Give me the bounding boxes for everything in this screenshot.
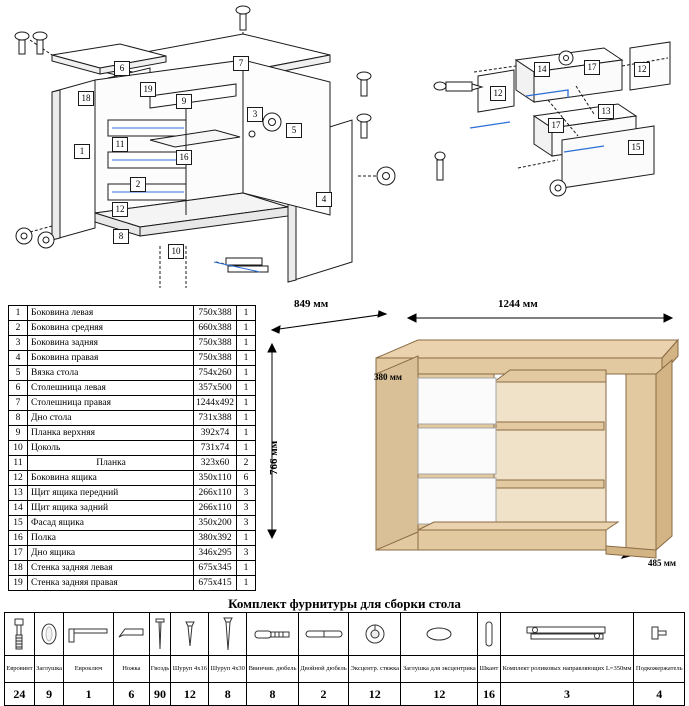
exploded-label-3: 3 <box>247 107 263 122</box>
table-row <box>9 501 256 516</box>
part-no: 10 <box>9 441 28 456</box>
part-size: 266х110 <box>194 486 237 501</box>
kit-name-12: Комплект роликовых направляющих L=350мм <box>500 656 634 683</box>
part-qty: 1 <box>237 321 256 336</box>
part-size: 380x392 <box>194 531 237 546</box>
kit-qty-row <box>5 683 685 706</box>
part-qty: 1 <box>237 576 256 591</box>
kit-cell-dowel-screw <box>247 613 299 656</box>
kit-qty-0: 24 <box>5 683 35 706</box>
dimension-height: 766 мм <box>268 440 280 475</box>
table-row <box>9 441 256 456</box>
kit-qty-3: 6 <box>114 683 150 706</box>
part-name: Щит ящика задний <box>28 501 194 516</box>
kit-cell-shelf-support <box>634 613 685 656</box>
parts-table <box>8 305 256 591</box>
exploded-label-9: 9 <box>176 94 192 109</box>
double-dowel-icon <box>304 625 344 643</box>
part-name: Боковина левая <box>28 306 194 321</box>
part-qty: 1 <box>237 561 256 576</box>
screw-4x30-icon <box>222 616 234 652</box>
part-no: 11 <box>9 456 28 471</box>
dimension-depth-inner: 380 мм <box>374 372 403 382</box>
kit-name-1: Заглушка <box>34 656 63 683</box>
part-qty: 3 <box>237 546 256 561</box>
part-size: 357x500 <box>194 381 237 396</box>
kit-name-8: Двойной дюбель <box>298 656 348 683</box>
exploded-left-svg <box>0 0 420 295</box>
part-size: 731x74 <box>194 441 237 456</box>
desk-drawing <box>258 300 686 590</box>
kit-name-6: Шуруп 4х30 <box>209 656 247 683</box>
part-qty: 1 <box>237 411 256 426</box>
kit-name-9: Эксцентр. стяжка <box>349 656 401 683</box>
part-name: Стенка задняя правая <box>28 576 194 591</box>
exploded-label-17-top: 17 <box>584 60 600 75</box>
euro-key-icon <box>66 623 112 645</box>
hardware-kit-table <box>4 612 685 706</box>
table-row <box>9 426 256 441</box>
leg-icon <box>115 623 147 645</box>
table-row <box>9 351 256 366</box>
part-name: Боковина средняя <box>28 321 194 336</box>
exploded-label-15: 15 <box>628 140 644 155</box>
exploded-label-12b: 12 <box>490 86 506 101</box>
part-no: 16 <box>9 531 28 546</box>
table-row <box>9 366 256 381</box>
part-name: Фасад ящика <box>28 516 194 531</box>
part-name: Цоколь <box>28 441 194 456</box>
part-qty: 1 <box>237 441 256 456</box>
part-name: Щит ящика передний <box>28 486 194 501</box>
dimension-depth-front: 485 мм <box>648 558 677 568</box>
kit-cell-euro-screw <box>5 613 35 656</box>
part-size: 750x388 <box>194 306 237 321</box>
part-no: 8 <box>9 411 28 426</box>
part-name: Боковина задняя <box>28 336 194 351</box>
kit-cell-cam-lock <box>349 613 401 656</box>
part-qty: 1 <box>237 426 256 441</box>
nail-icon <box>155 617 165 651</box>
table-row <box>9 411 256 426</box>
kit-qty-9: 12 <box>349 683 401 706</box>
kit-name-13: Подкожержатель <box>634 656 685 683</box>
part-size: 675x415 <box>194 576 237 591</box>
kit-name-5: Шуруп 4х16 <box>171 656 209 683</box>
kit-qty-10: 12 <box>401 683 478 706</box>
part-size: 346x295 <box>194 546 237 561</box>
exploded-label-18: 18 <box>78 91 94 106</box>
euro-screw-icon <box>10 617 28 651</box>
kit-qty-2: 1 <box>64 683 114 706</box>
kit-qty-7: 8 <box>247 683 299 706</box>
part-no: 7 <box>9 396 28 411</box>
part-qty: 1 <box>237 531 256 546</box>
part-qty: 2 <box>237 456 256 471</box>
part-qty: 6 <box>237 471 256 486</box>
part-no: 9 <box>9 426 28 441</box>
part-qty: 3 <box>237 501 256 516</box>
kit-qty-12: 3 <box>500 683 634 706</box>
kit-qty-8: 2 <box>298 683 348 706</box>
kit-cell-screw-4x16 <box>171 613 209 656</box>
part-size: 392x74 <box>194 426 237 441</box>
exploded-label-7: 7 <box>233 56 249 71</box>
dimension-width-left: 849 мм <box>294 298 329 310</box>
part-name: Дно стола <box>28 411 194 426</box>
kit-cell-leg <box>114 613 150 656</box>
exploded-label-10: 10 <box>168 244 184 259</box>
kit-names-row <box>5 656 685 683</box>
part-no: 17 <box>9 546 28 561</box>
exploded-label-19: 19 <box>140 82 156 97</box>
kit-qty-1: 9 <box>34 683 63 706</box>
part-name: Столешница правая <box>28 396 194 411</box>
kit-cell-euro-key <box>64 613 114 656</box>
table-row <box>9 531 256 546</box>
kit-name-11: Шкант <box>478 656 500 683</box>
kit-qty-6: 8 <box>209 683 247 706</box>
part-no: 3 <box>9 336 28 351</box>
kit-cell-dowel-pin <box>478 613 500 656</box>
dimension-width-right: 1244 мм <box>498 298 538 310</box>
part-no: 15 <box>9 516 28 531</box>
part-no: 19 <box>9 576 28 591</box>
part-size: 750x388 <box>194 351 237 366</box>
table-row <box>9 396 256 411</box>
table-row <box>9 486 256 501</box>
part-no: 2 <box>9 321 28 336</box>
exploded-assembly-diagram <box>0 0 689 295</box>
kit-cell-double-dowel <box>298 613 348 656</box>
exploded-label-12a: 12 <box>634 62 650 77</box>
exploded-label-8: 8 <box>113 229 129 244</box>
part-no: 13 <box>9 486 28 501</box>
table-row <box>9 321 256 336</box>
part-name: Полка <box>28 531 194 546</box>
kit-qty-13: 4 <box>634 683 685 706</box>
kit-cell-screw-4x30 <box>209 613 247 656</box>
kit-name-0: Евровинт <box>5 656 35 683</box>
shelf-support-icon <box>650 623 668 645</box>
kit-name-3: Ножка <box>114 656 150 683</box>
part-name: Столешница левая <box>28 381 194 396</box>
kit-cell-drawer-slide <box>500 613 634 656</box>
part-name: Планка верхняя <box>28 426 194 441</box>
exploded-label-5: 5 <box>286 123 302 138</box>
part-no: 4 <box>9 351 28 366</box>
part-qty: 3 <box>237 516 256 531</box>
kit-name-4: Гвоздь <box>149 656 171 683</box>
part-size: 750x388 <box>194 336 237 351</box>
dowel-screw-icon <box>253 625 293 643</box>
kit-qty-11: 16 <box>478 683 500 706</box>
finished-desk-render <box>258 300 686 590</box>
part-qty: 1 <box>237 351 256 366</box>
part-name: Боковина ящика <box>28 471 194 486</box>
part-size: 731x388 <box>194 411 237 426</box>
part-no: 5 <box>9 366 28 381</box>
part-no: 6 <box>9 381 28 396</box>
kit-cell-cam-cap <box>401 613 478 656</box>
part-name: Планка <box>28 456 194 471</box>
table-row <box>9 516 256 531</box>
part-size: 350x110 <box>194 471 237 486</box>
part-no: 18 <box>9 561 28 576</box>
table-row <box>9 381 256 396</box>
table-row <box>9 576 256 591</box>
part-size: 323x60 <box>194 456 237 471</box>
part-size: 350x200 <box>194 516 237 531</box>
kit-icons-row <box>5 613 685 656</box>
part-qty: 1 <box>237 336 256 351</box>
part-no: 12 <box>9 471 28 486</box>
part-size: 754x260 <box>194 366 237 381</box>
table-row <box>9 456 256 471</box>
dowel-pin-icon <box>483 619 495 649</box>
part-name: Вязка стола <box>28 366 194 381</box>
part-no: 14 <box>9 501 28 516</box>
part-qty: 3 <box>237 486 256 501</box>
part-name: Боковина правая <box>28 351 194 366</box>
table-row <box>9 336 256 351</box>
part-no: 1 <box>9 306 28 321</box>
table-row <box>9 306 256 321</box>
screw-4x16-icon <box>184 619 196 649</box>
table-row <box>9 561 256 576</box>
exploded-label-6: 6 <box>114 61 130 76</box>
part-qty: 1 <box>237 306 256 321</box>
cam-lock-icon <box>363 622 387 646</box>
cam-cap-icon <box>425 626 453 642</box>
drawer-slide-icon <box>525 621 609 647</box>
kit-qty-5: 12 <box>171 683 209 706</box>
kit-name-7: Ввинчив. дюбель <box>247 656 299 683</box>
exploded-label-1: 1 <box>74 144 90 159</box>
part-qty: 1 <box>237 396 256 411</box>
table-row <box>9 471 256 486</box>
part-qty: 1 <box>237 381 256 396</box>
exploded-label-16: 16 <box>176 150 192 165</box>
exploded-label-14: 14 <box>534 62 550 77</box>
part-size: 266х110 <box>194 501 237 516</box>
table-row <box>9 546 256 561</box>
exploded-label-11: 11 <box>112 137 128 152</box>
exploded-label-4: 4 <box>316 192 332 207</box>
kit-name-10: Заглушка для эксцентрика <box>401 656 478 683</box>
kit-qty-4: 90 <box>149 683 171 706</box>
exploded-label-12: 12 <box>112 202 128 217</box>
part-size: 675x345 <box>194 561 237 576</box>
hardware-kit-title: Комплект фурнитуры для сборки стола <box>228 596 461 611</box>
part-qty: 1 <box>237 366 256 381</box>
exploded-label-2: 2 <box>130 177 146 192</box>
cap-icon <box>36 623 62 645</box>
part-size: 660x388 <box>194 321 237 336</box>
part-size: 1244x492 <box>194 396 237 411</box>
part-name: Дно ящика <box>28 546 194 561</box>
part-name: Стенка задняя левая <box>28 561 194 576</box>
kit-name-2: Евроключ <box>64 656 114 683</box>
kit-cell-nail <box>149 613 171 656</box>
exploded-label-13: 13 <box>598 104 614 119</box>
exploded-label-17: 17 <box>548 118 564 133</box>
kit-cell-cap <box>34 613 63 656</box>
